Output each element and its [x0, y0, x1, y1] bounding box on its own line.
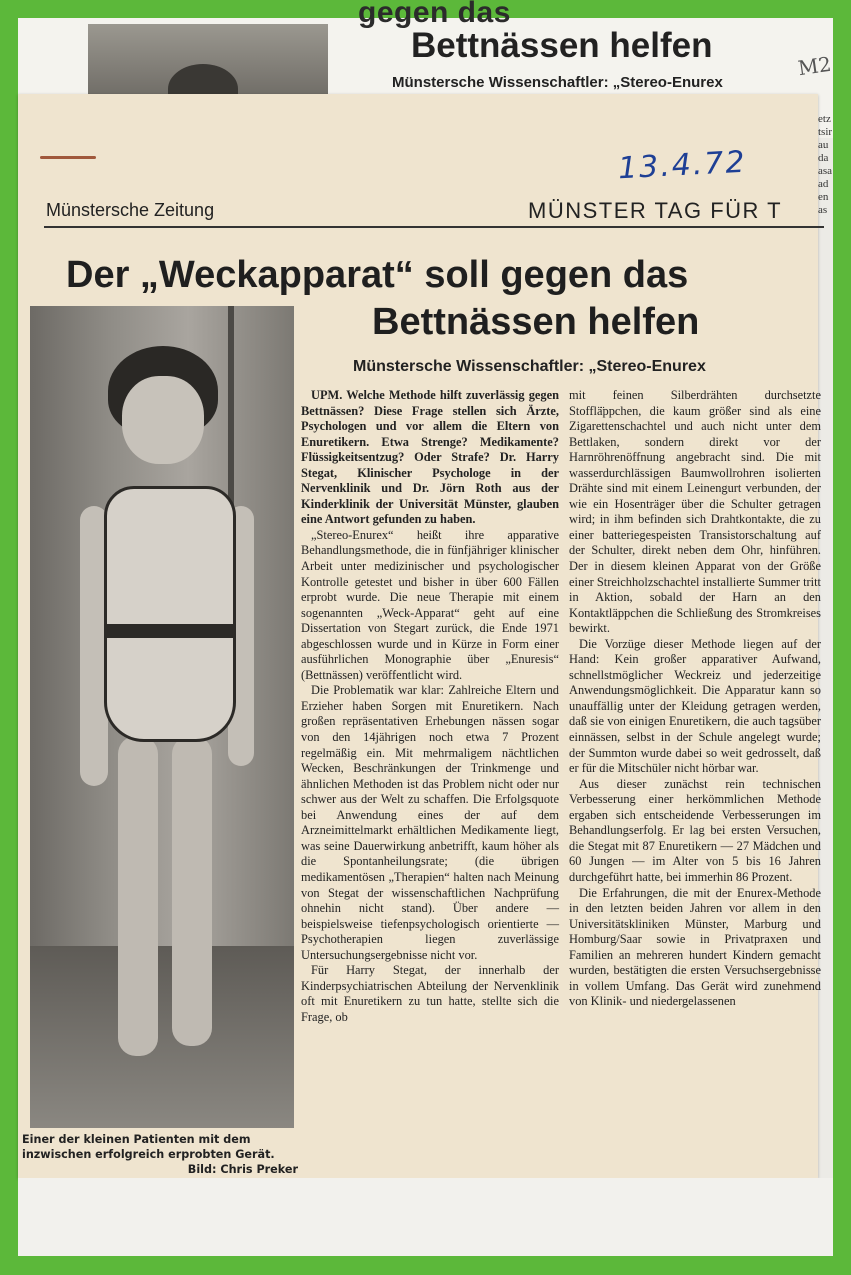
child-photo [30, 306, 294, 1128]
article-paragraph: Die Vorzüge dieser Methode liegen auf der Hand: Kein großer apparativer Aufwand, schnellstmöglicher Weckreiz und jederzeitige Anwendungsmöglichkeit. Die Apparatur kann so unauffällig unter der Kleidung getragen werden, daß sie von einigen Enuretikern, die auch tagsüber einnässen, selbst in der Schule angelegt wurde; der Summton wurde dabei so weit gedrosselt, daß er für die Mitschüler nicht hörbar war. [569, 636, 821, 776]
staple-mark [40, 156, 96, 159]
article-paragraph: Aus dieser zunächst rein technischen Verbesserung einer herkömmlichen Methode ergaben sich entscheidende Verbesserungen im Behandlungserfolg. Er lag bei ersten Versuchen, die Stegat mit 87 Enuretikern — 27 Mädchen und 60 Jungen — im Alter von 5 bis 16 Jahren durchgeführt hatte, bei immerhin 86 Prozent. [569, 776, 821, 884]
subheadline: Münstersche Wissenschaftler: „Stereo-Enurex [353, 358, 706, 375]
headline-line-2: Bettnässen helfen [372, 301, 700, 343]
margin-note: M2 [796, 51, 833, 81]
newspaper-clipping [18, 94, 821, 1178]
newspaper-name: Münstersche Zeitung [46, 200, 215, 220]
caption-text: Einer der kleinen Patienten mit dem inzwischen erfolgreich erprobten Gerät. [22, 1133, 275, 1161]
article-paragraph: UPM. Welche Methode hilft zuverlässig gegen Bettnässen? Diese Frage stellen sich Ärzte, Psychologen und vor allem die Eltern von Enuretikern. Etwa Strenge? Medikamente? Flüssigkeitsentzug? Oder Strafe? Dr. Harry Stegat, Klinischer Psychologe in der Nervenklinik und Dr. Jörn Roth aus der Kinderklinik der Universität Münster, glauben eine Antwort gefunden zu haben. [301, 388, 559, 527]
backing-paper [18, 1178, 833, 1256]
back-clipping-photo [88, 24, 328, 98]
article-paragraph: Die Problematik war klar: Zahlreiche Eltern und Erzieher haben Sorgen mit Enuretikern. Nach großen repräsentativen Erhebungen nässen sogar von den 14jährigen noch etwa 7 Prozent regelmäßig ein. Mit mehrmaligem nächtlichen Wecken, Beschränkungen der Trinkmenge und ähnlichen Methoden ist das Problem nicht oder nur schwer aus der Welt zu schaffen. Die Erfolgsquote bei Anwendung eines der auf dem Arzneimittelmarkt erhältlichen Medikamente liegt, was seine Dauerwirkung anbetrifft, kaum höher als die Spontanheilungsrate; (die übrigen medikamentösen „Therapien“ halten nach Meinung von Stegat der wissenschaftlichen Nachprüfung ohnehin nicht stand). Über andere — beispielsweise tiefenpsychologisch orientierte — Psychotherapien liegen zuverlässige Untersuchungsergebnisse nicht vor. [301, 683, 559, 962]
article-column-1 [301, 388, 559, 1025]
photo-caption [22, 1132, 298, 1177]
back-clipping-subtitle: Münstersche Wissenschaftler: „Stereo-Enurex [392, 74, 723, 91]
back-clipping-title-cut: gegen das [358, 0, 511, 29]
adjacent-page-text: etztsiraudaasaadenas [818, 113, 833, 216]
back-clipping-title: Bettnässen helfen [411, 26, 713, 65]
section-header: MÜNSTER TAG FÜR T [528, 198, 783, 223]
header-rule [44, 226, 824, 228]
article-paragraph: Die Erfahrungen, die mit der Enurex-Methode in den letzten beiden Jahren vor allem in den Universitätskliniken Münster, Marburg und Homburg/Saar sowie in Privatpraxen und Familien an mehreren hundert Kindern gemacht wurden, bestätigten die ersten Versuchsergebnisse in vollem Umfang. Das Gerät wird zunehmend von Klinik- und niedergelassenen [569, 885, 821, 1009]
article-paragraph: „Stereo-Enurex“ heißt ihre apparative Behandlungsmethode, die in fünfjähriger klinischer Arbeit unter medizinischer und psychologischer Kontrolle getestet und bisher in über 600 Fällen erprobt wurde. Die neue Therapie mit einem sogenannten „Weck-Apparat“ geht auf eine Dissertation von Stegart zurück, die Ende 1971 abgeschlossen wurde und in Kürze in Form einer ausführlichen Monographie über „Enuresis“ (Bettnässen) veröffentlicht wird. [301, 527, 559, 682]
headline-line-1: Der „Weckapparat“ soll gegen das [66, 254, 689, 296]
handwritten-date: 13.4.72 [617, 144, 748, 187]
article-column-2 [569, 388, 821, 1010]
scan-frame [18, 0, 833, 1256]
photo-credit: Bild: Chris Preker [187, 1163, 298, 1176]
article-paragraph: mit feinen Silberdrähten durchsetzte Stofflä̈ppchen, die kaum größer sind als eine Zigarettenschachtel und auch nicht unter dem Bettlaken, sondern direkt vor der Harnröhrenöffnung angebracht sind. Die mit wasserdurchlässigen Baumwollrohren isolierten Drähte sind mit einem Leinengurt verbunden, der wie ein Hosenträger über die Schulter getragen wird; in ihm befinden sich Drahtkontakte, die zu einer batteriegespeisten Transistorschaltung auf der Schulter, direkt neben dem Ohr, hinführen. Der in diesem kleinen Apparat von der Größe einer Streichholzschachtel installierte Summer tritt in Aktion, sobald der Harn an den Kontaktläppchen die Schließung des Stromkreises bewirkt. [569, 388, 821, 636]
article-paragraph: Für Harry Stegat, der innerhalb der Kinderpsychiatrischen Abteilung der Nervenklinik oft mit Enuretikern zu tun hatte, stellte sich die Frage, ob [301, 963, 559, 1024]
